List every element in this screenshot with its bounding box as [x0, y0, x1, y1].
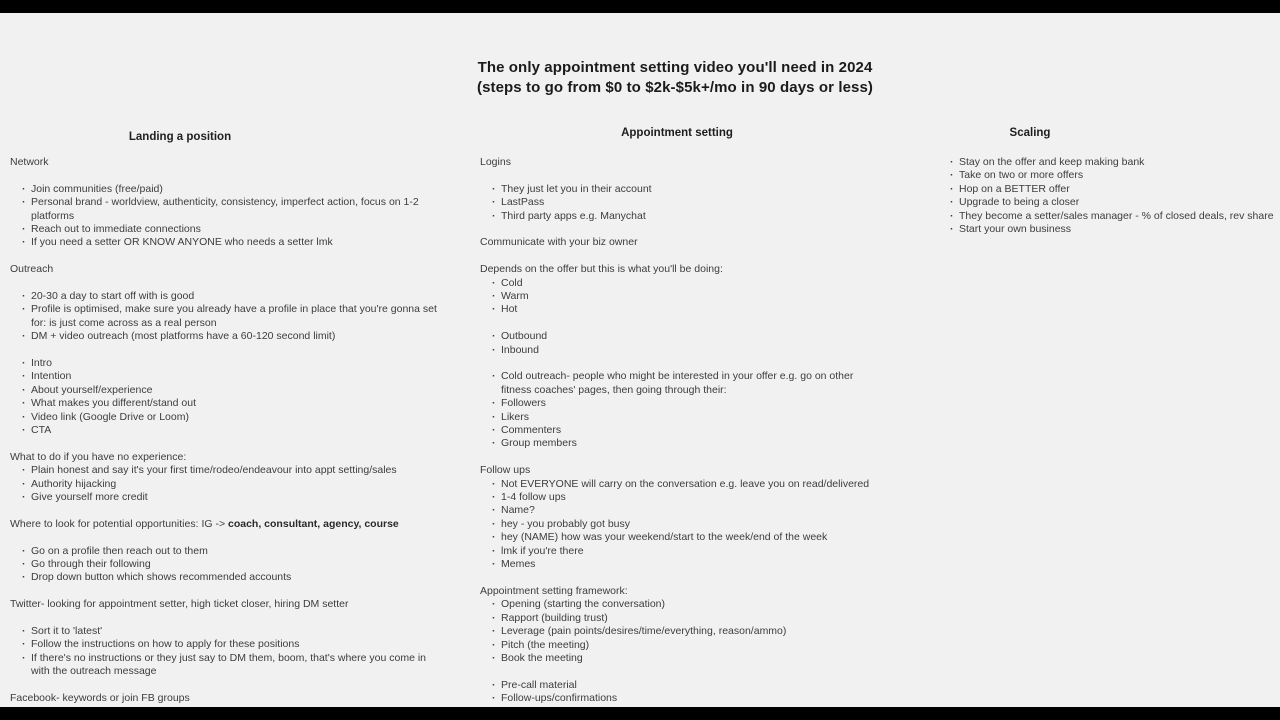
bullet-item: · Follow the instructions on how to apply for these positions — [10, 638, 440, 651]
block-label — [10, 156, 440, 169]
bullet-item: · Pitch (the meeting) — [480, 639, 880, 652]
bullet-item: · If there's no instructions or they just say to DM them, boom, that's where you come in with the outreach message — [10, 652, 440, 679]
block-label-bold-text: coach, consultant, agency, course — [228, 517, 399, 530]
block-label — [480, 585, 880, 598]
block-label — [10, 451, 440, 464]
block-label-text: What to do if you have no experience: — [10, 450, 187, 463]
bullet-item: · 1-4 follow ups — [480, 491, 880, 504]
bullet-item: · Warm — [480, 290, 880, 303]
bullet-item: · Inbound — [480, 344, 880, 357]
text-block — [10, 598, 440, 678]
document-page — [0, 13, 1280, 707]
bullet-item: · lmk if you're there — [480, 545, 880, 558]
bullet-item: · Pre-call material — [480, 679, 880, 692]
bullet-item: · Outbound — [480, 330, 880, 343]
block-label — [480, 156, 880, 169]
bullet-item: · Follow-ups/confirmations — [480, 692, 880, 705]
bullet-item: · They just let you in their account — [480, 183, 880, 196]
spacer-line — [480, 357, 880, 370]
bullet-item: · Sort it to 'latest' — [10, 625, 440, 638]
block-label — [480, 263, 880, 276]
bullet-item: · Start your own business — [938, 223, 1278, 236]
bullet-item: · Likers — [480, 411, 880, 424]
block-label — [480, 236, 880, 249]
block-label-text: Logins — [480, 156, 511, 168]
bullet-item: · Profile is optimised, make sure you already have a profile in place that you're gonna set for: is just come across as a real person — [10, 303, 440, 330]
bullet-item: · Not EVERYONE will carry on the conversation e.g. leave you on read/delivered — [480, 478, 880, 491]
text-block — [10, 451, 440, 505]
letterbox-top-bar — [0, 0, 1280, 13]
bullet-item: · Commenters — [480, 424, 880, 437]
bullet-item: · DM + video outreach (most platforms have a 60-120 second limit) — [10, 330, 440, 343]
bullet-item: · Upgrade to being a closer — [938, 196, 1278, 209]
bullet-item: · Cold — [480, 277, 880, 290]
text-block — [480, 585, 880, 706]
bullet-item: · About yourself/experience — [10, 384, 440, 397]
bullet-item: · Take on two or more offers — [938, 169, 1278, 182]
block-label-text: Follow ups — [480, 464, 531, 477]
bullet-item: · Intro — [10, 357, 440, 370]
column-scaling — [938, 126, 1278, 250]
block-label-text: Network — [10, 156, 49, 168]
text-block — [938, 156, 1278, 236]
bullet-item: · LastPass — [480, 196, 880, 209]
bullet-item: · Personal brand - worldview, authenticity, consistency, imperfect action, focus on 1-2 platforms — [10, 196, 440, 223]
spacer-line — [10, 344, 440, 357]
bullet-item: · Intention — [10, 370, 440, 383]
bullet-item: · Group members — [480, 437, 880, 450]
text-block — [10, 263, 440, 437]
block-label-text: Outreach — [10, 263, 54, 276]
bullet-item: · Go on a profile then reach out to them — [10, 545, 440, 558]
spacer-line — [480, 317, 880, 330]
bullet-item: · Go through their following — [10, 558, 440, 571]
text-block — [480, 464, 880, 571]
letterbox-bottom-bar — [0, 707, 1280, 720]
bullet-item: · Hot — [480, 303, 880, 316]
bullet-item: · 20-30 a day to start off with is good — [10, 290, 440, 303]
bullet-item: · hey - you probably got busy — [480, 518, 880, 531]
bullet-item: · Third party apps e.g. Manychat — [480, 210, 880, 223]
text-block — [480, 156, 880, 223]
bullet-item: · Followers — [480, 397, 880, 410]
bullet-item: · hey (NAME) how was your weekend/start to the week/end of the week — [480, 531, 880, 544]
bullet-item: · Memes — [480, 558, 880, 571]
block-label — [10, 263, 440, 276]
bullet-item: · Video link (Google Drive or Loom) — [10, 411, 440, 424]
block-label-text: Communicate with your biz owner — [480, 236, 638, 249]
bullet-item: · Stay on the offer and keep making bank — [938, 156, 1278, 169]
block-label-text: Depends on the offer but this is what you'll be doing: — [480, 263, 723, 276]
bullet-item: · They become a setter/sales manager - % of closed deals, rev share — [938, 210, 1278, 223]
bullet-item: · If you need a setter OR KNOW ANYONE who needs a setter lmk — [10, 236, 440, 249]
bullet-item: · Join communities (free/paid) — [10, 183, 440, 196]
bullet-item: · Authority hijacking — [10, 478, 440, 491]
bullet-item: · Cold outreach- people who might be interested in your offer e.g. go on other fitness coaches' pages, then going through their: — [480, 370, 880, 397]
bullet-item: · CTA — [10, 424, 440, 437]
text-block — [10, 692, 440, 705]
bullet-item: · Drop down button which shows recommended accounts — [10, 571, 440, 584]
bullet-item: · Plain honest and say it's your first time/rodeo/endeavour into appt setting/sales — [10, 464, 440, 477]
bullet-item: · What makes you different/stand out — [10, 397, 440, 410]
block-label-text: Facebook- keywords or join FB groups — [10, 692, 190, 705]
column-landing-a-position — [10, 126, 440, 719]
bullet-item: · Reach out to immediate connections — [10, 223, 440, 236]
bullet-item: · Rapport (building trust) — [480, 612, 880, 625]
document-title-line1: The only appointment setting video you'll need in 2024 — [477, 59, 873, 76]
bullet-item: · Give yourself more credit — [10, 491, 440, 504]
block-label-text: Where to look for potential opportunities: IG -> — [10, 517, 228, 530]
bullet-item: · Leverage (pain points/desires/time/everything, reason/ammo) — [480, 625, 880, 638]
bullet-item: · Hop on a BETTER offer — [938, 183, 1278, 196]
spacer-line — [480, 665, 880, 678]
block-label-text: Appointment setting framework: — [480, 584, 628, 597]
document-title-line2: (steps to go from $0 to $2k-$5k+/mo in 90 days or less) — [476, 79, 874, 96]
block-label — [480, 464, 880, 477]
column-header: Landing a position — [128, 131, 232, 143]
text-block — [480, 236, 880, 249]
column-header: Scaling — [1009, 127, 1051, 139]
text-block — [10, 518, 440, 585]
text-block — [10, 156, 440, 250]
text-block — [480, 263, 880, 451]
block-label — [10, 692, 440, 705]
document-title — [477, 58, 873, 98]
column-header: Appointment setting — [621, 127, 733, 139]
column-appointment-setting — [480, 126, 880, 719]
block-label — [10, 518, 440, 531]
bullet-item: · Book the meeting — [480, 652, 880, 665]
block-label — [10, 598, 440, 611]
bullet-item: · Name? — [480, 504, 880, 517]
block-label-text: Twitter- looking for appointment setter, high ticket closer, hiring DM setter — [10, 598, 349, 611]
bullet-item: · Opening (starting the conversation) — [480, 598, 880, 611]
